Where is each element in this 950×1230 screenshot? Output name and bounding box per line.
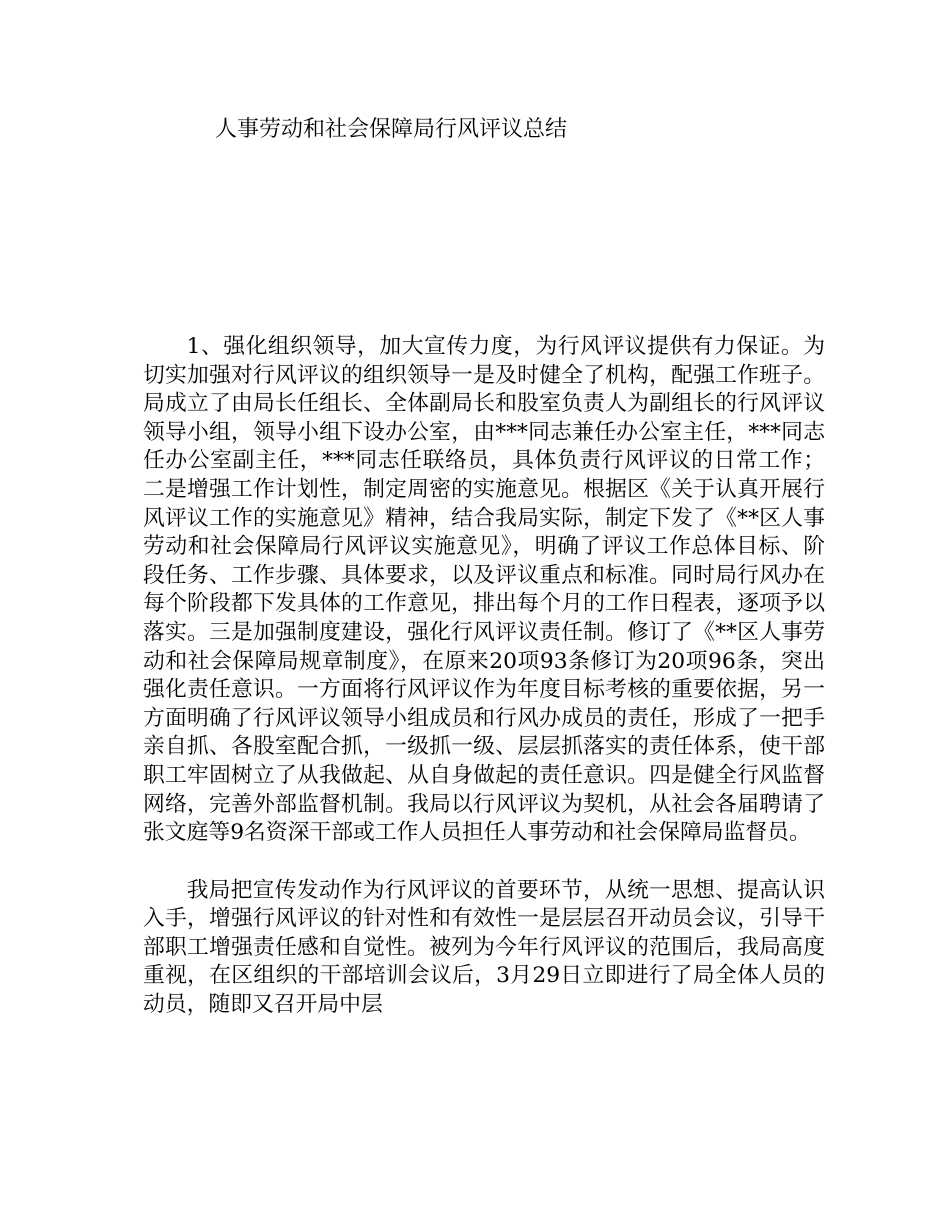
paragraph-2: 我局把宣传发动作为行风评议的首要环节，从统一思想、提高认识入手，增强行风评议的针对性和有效性一是层层召开动员会议，引导干部职工增强责任感和自觉性。被列为今年行风评议的范围后，我局高度重视，在区组织的干部培训会议后，3月29日立即进行了局全体人员的动员，随即又召开局中层 xyxy=(143,877,825,1018)
document-body xyxy=(143,333,825,1049)
paragraph-1: 1、强化组织领导，加大宣传力度，为行风评议提供有力保证。为切实加强对行风评议的组织领导一是及时健全了机构，配强工作班子。局成立了由局长任组长、全体副局长和股室负责人为副组长的行风评议领导小组，领导小组下设办公室，由***同志兼任办公室主任，***同志任办公室副主任，***同志任联络员，具体负责行风评议的日常工作；二是增强工作计划性，制定周密的实施意见。根据区《关于认真开展行风评议工作的实施意见》精神，结合我局实际，制定下发了《**区人事劳动和社会保障局行风评议实施意见》，明确了评议工作总体目标、阶段任务、工作步骤、具体要求，以及评议重点和标准。同时局行风办在每个阶段都下发具体的工作意见，排出每个月的工作日程表，逐项予以落实。三是加强制度建设，强化行风评议责任制。修订了《**区人事劳动和社会保障局规章制度》，在原来20项93条修订为20项96条，突出强化责任意识。一方面将行风评议作为年度目标考核的重要依据，另一方面明确了行风评议领导小组成员和行风办成员的责任，形成了一把手亲自抓、各股室配合抓，一级抓一级、层层抓落实的责任体系，使干部职工牢固树立了从我做起、从自身做起的责任意识。四是健全行风监督网络，完善外部监督机制。我局以行风评议为契机，从社会各届聘请了张文庭等9名资深干部或工作人员担任人事劳动和社会保障局监督员。 xyxy=(143,334,825,846)
document-title: 人事劳动和社会保障局行风评议总结 xyxy=(215,117,568,142)
